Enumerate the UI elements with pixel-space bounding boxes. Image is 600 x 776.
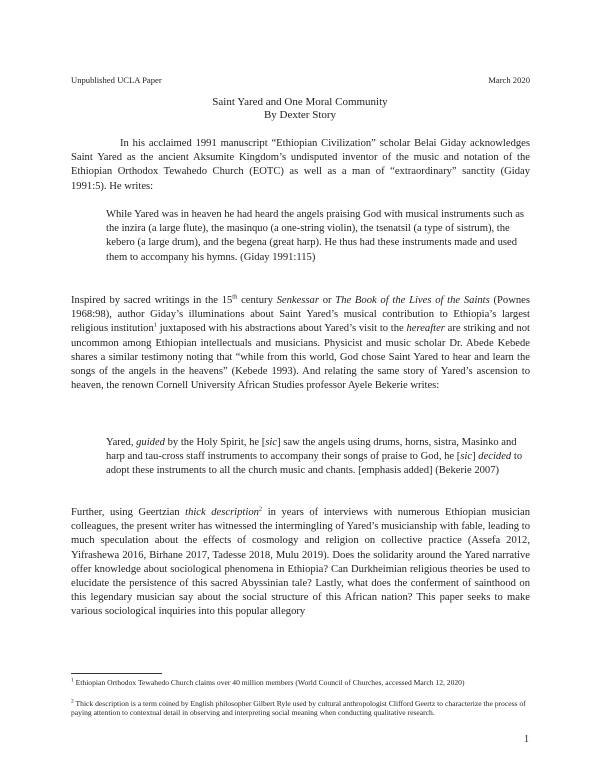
- paper-author: By Dexter Story: [263, 109, 337, 121]
- paragraph-inspired: Inspired by sacred writings in the 15th century Senkessar or The Book of the Lives of the Saints (Pownes 1968:98), author Giday’s illuminations about Saint Yared’s musical contribution to Ethiopia’s largest religious institution$^1$ juxtaposed with his abstractions about Yared’s visit to the hereafter are striking and not uncommon among Ethiopian intellectuals and musicians. Physicist and music scholar Dr. Abede Kebede shares a similar testimony noting that “while from this world, God chose Saint Yared to hear and learn the songs of the angels in the heavens” (Kebede 1993). And relating the same story of Yared’s ascension to heaven, the renown Cornell University African Studies professor Ayele Bekerie writes:: [71, 293, 530, 392]
- paper-title-block: [0, 96, 600, 122]
- footnote-separator: [71, 673, 162, 674]
- running-header-date: March 2020: [488, 75, 530, 85]
- footnote-ref-2[interactable]: 2: [258, 505, 263, 513]
- footnote-ref-1[interactable]: 1: [153, 321, 158, 329]
- paper-title: Saint Yared and One Moral Community: [212, 96, 388, 108]
- running-header-left: Unpublished UCLA Paper: [71, 75, 162, 85]
- block-quote-giday: While Yared was in heaven he had heard the angels praising God with musical instruments such as the inzira (a large flute), the masinquo (a one-string violin), the tsenatsil (a type of sistrum), the kebero (a large drum), and the begena (great harp). He thus had these instruments made and used them to accompany his hymns. (Giday 1991:115): [106, 209, 525, 263]
- page-number: 1: [524, 734, 529, 745]
- paragraph-further: Further, using Geertzian thick description$^2$ in years of interviews with numerous Ethiopian musician colleagues, the present writer has witnessed the intermingling of Yared’s musicianship with fable, leading to much speculation about the effects of cosmology and religion on collective practice (Assefa 2012, Yifrashewa 2016, Birhane 2017, Tadesse 2018, Mulu 2019). Does the solidarity around the Yared narrative offer knowledge about sociological phenomena in Ethiopia? Can Durkheimian religious theories be used to elucidate the persistence of this sacred Abyssinian tale? Lastly, what does the conferment of sainthood on this legendary musician say about the social structure of this African nation? This paper seeks to make various sociological inquiries into this popular allegory: [71, 505, 530, 618]
- footnote-2: $^2$ Thick description is a term coined by English philosopher Gilbert Ryle used by cultural anthropologist Clifford Geertz to characterize the process of paying attention to contextual detail in observing and interpreting social meaning when conducting qualitative research.: [71, 698, 526, 718]
- block-quote-bekerie: Yared, guided by the Holy Spirit, he [sic] saw the angels using drums, horns, sistra, Masinko and harp and tau-cross staff instruments to accompany their songs of praise to God, he [sic] decided to adopt these instruments to all the church music and chants. [emphasis added] (Bekerie 2007): [106, 437, 523, 477]
- paragraph-intro: In his acclaimed 1991 manuscript “Ethiopian Civilization” scholar Belai Giday acknowledges Saint Yared as the ancient Aksumite Kingdom’s undisputed inventor of the music and notation of the Ethiopian Orthodox Tewahedo Church (EOTC) as well as a man of “extraordinary” sanctity (Giday 1991:5). He writes:: [71, 138, 530, 192]
- footnote-1: $^1$ Ethiopian Orthodox Tewahedo Church claims over 40 million members (World Council of Churches, accessed March 12, 2020): [71, 677, 465, 687]
